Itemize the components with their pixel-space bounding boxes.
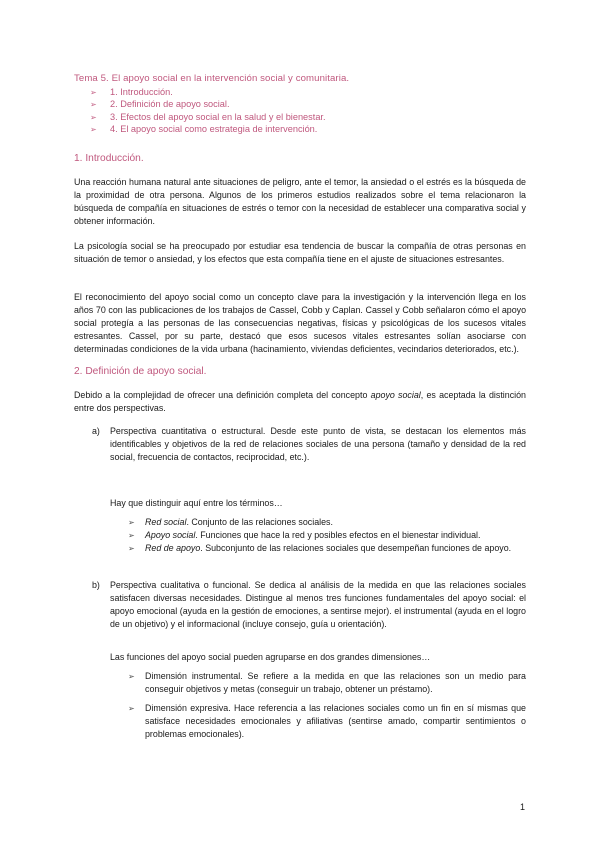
list-label-b: b): [92, 580, 100, 590]
arrow-bullet-icon: ➢: [90, 125, 97, 135]
document-title: Tema 5. El apoyo social en la intervención social y comunitaria.: [74, 73, 350, 84]
distinguish-text: Hay que distinguir aquí entre los términos…: [110, 498, 283, 508]
section-heading-definition: 2. Definición de apoyo social.: [74, 366, 207, 377]
arrow-bullet-icon: ➢: [128, 531, 135, 540]
perspective-a-text: Perspectiva cuantitativa o estructural. Desde este punto de vista, se destacan los elementos más identificables y objetivos de la red de relaciones sociales de una persona (tamaño y densidad de la red social, frecuencia de contactos, reciprocidad, etc.).: [110, 426, 526, 462]
toc-item: ➢ 3. Efectos del apoyo social en la salud y el bienestar.: [90, 111, 326, 123]
paragraph: La psicología social se ha preocupado por estudiar esa tendencia de buscar la compañía de otras personas en situación de temor o ansiedad, y los efectos que esta compañía tiene en el ajuste de situaciones estresantes.: [74, 241, 526, 264]
list-item: ➢ Red social. Conjunto de las relaciones sociales.: [128, 517, 333, 527]
table-of-contents: [90, 86, 326, 136]
grouping-text: Las funciones del apoyo social pueden agruparse en dos grandes dimensiones…: [110, 652, 431, 662]
arrow-bullet-icon: ➢: [90, 100, 97, 110]
terms-list: [128, 516, 526, 555]
page-number: 1: [520, 802, 526, 812]
section-heading-introduction: 1. Introducción.: [74, 153, 144, 164]
toc-item: ➢ 2. Definición de apoyo social.: [90, 98, 326, 110]
paragraph-intro: Debido a la complejidad de ofrecer una definición completa del concepto apoyo social, es aceptada la distinción entre dos perspectivas.: [74, 390, 526, 413]
list-item: ➢ Apoyo social. Funciones que hace la red y posibles efectos en el bienestar individual.: [128, 530, 481, 540]
arrow-bullet-icon: ➢: [90, 112, 97, 122]
list-item: ➢ Dimensión instrumental. Se refiere a la medida en que las relaciones son un medio para conseguir objetivos y metas (conseguir un trabajo, obtener un préstamo).: [128, 671, 526, 694]
toc-item: ➢ 4. El apoyo social como estrategia de intervención.: [90, 123, 326, 135]
paragraph: Una reacción humana natural ante situaciones de peligro, ante el temor, la ansiedad o el estrés es la búsqueda de la proximidad de otra persona. Algunos de los primeros estudios realizados sobre el tema relacionaron la búsqueda de compañía en situaciones de estrés o temor con la necesidad de establecer una comparativa social y obtener información.: [74, 177, 526, 226]
toc-item: ➢ 1. Introducción.: [90, 86, 326, 98]
list-label-a: a): [92, 426, 100, 436]
perspective-b-text: Perspectiva cualitativa o funcional. Se dedica al análisis de la medida en que las relaciones sociales satisfacen diversas necesidades. Distingue al menos tres funciones fundamentales del apoyo social: el apoyo emocional (ayuda en la gestión de emociones, a sentirse mejor). el instrumental (ayuda en el logro de un objetivo) y el informacional (incluye consejo, guía u orientación).: [110, 580, 526, 629]
arrow-bullet-icon: ➢: [128, 518, 135, 527]
arrow-bullet-icon: ➢: [90, 88, 97, 97]
arrow-bullet-icon: ➢: [128, 672, 135, 681]
arrow-bullet-icon: ➢: [128, 544, 135, 553]
arrow-bullet-icon: ➢: [128, 704, 135, 713]
list-item: ➢ Red de apoyo. Subconjunto de las relaciones sociales que desempeñan funciones de apoyo.: [128, 543, 512, 553]
list-item: ➢ Dimensión expresiva. Hace referencia a las relaciones sociales como un fin en sí mismas que satisface necesidades emocionales y afiliativas (sentirse amado, compartir sentimientos o problemas emocionales).: [128, 703, 526, 739]
paragraph: El reconocimiento del apoyo social como un concepto clave para la investigación y la intervención llega en los años 70 con las publicaciones de los trabajos de Cassel, Cobb y Caplan. Cassel y Cobb señalaron cómo el apoyo social protegía a las personas de las consecuencias negativas, físicas y psicológicas de los sucesos vitales estresantes. Cassel, por su parte, destacó que esos sucesos vitales estresantes solían asociarse con determinadas condiciones de la vida urbana (hacinamiento, viviendas deficientes, vecindarios deteriorados, etc.).: [74, 292, 526, 354]
dimensions-list: [128, 670, 526, 747]
